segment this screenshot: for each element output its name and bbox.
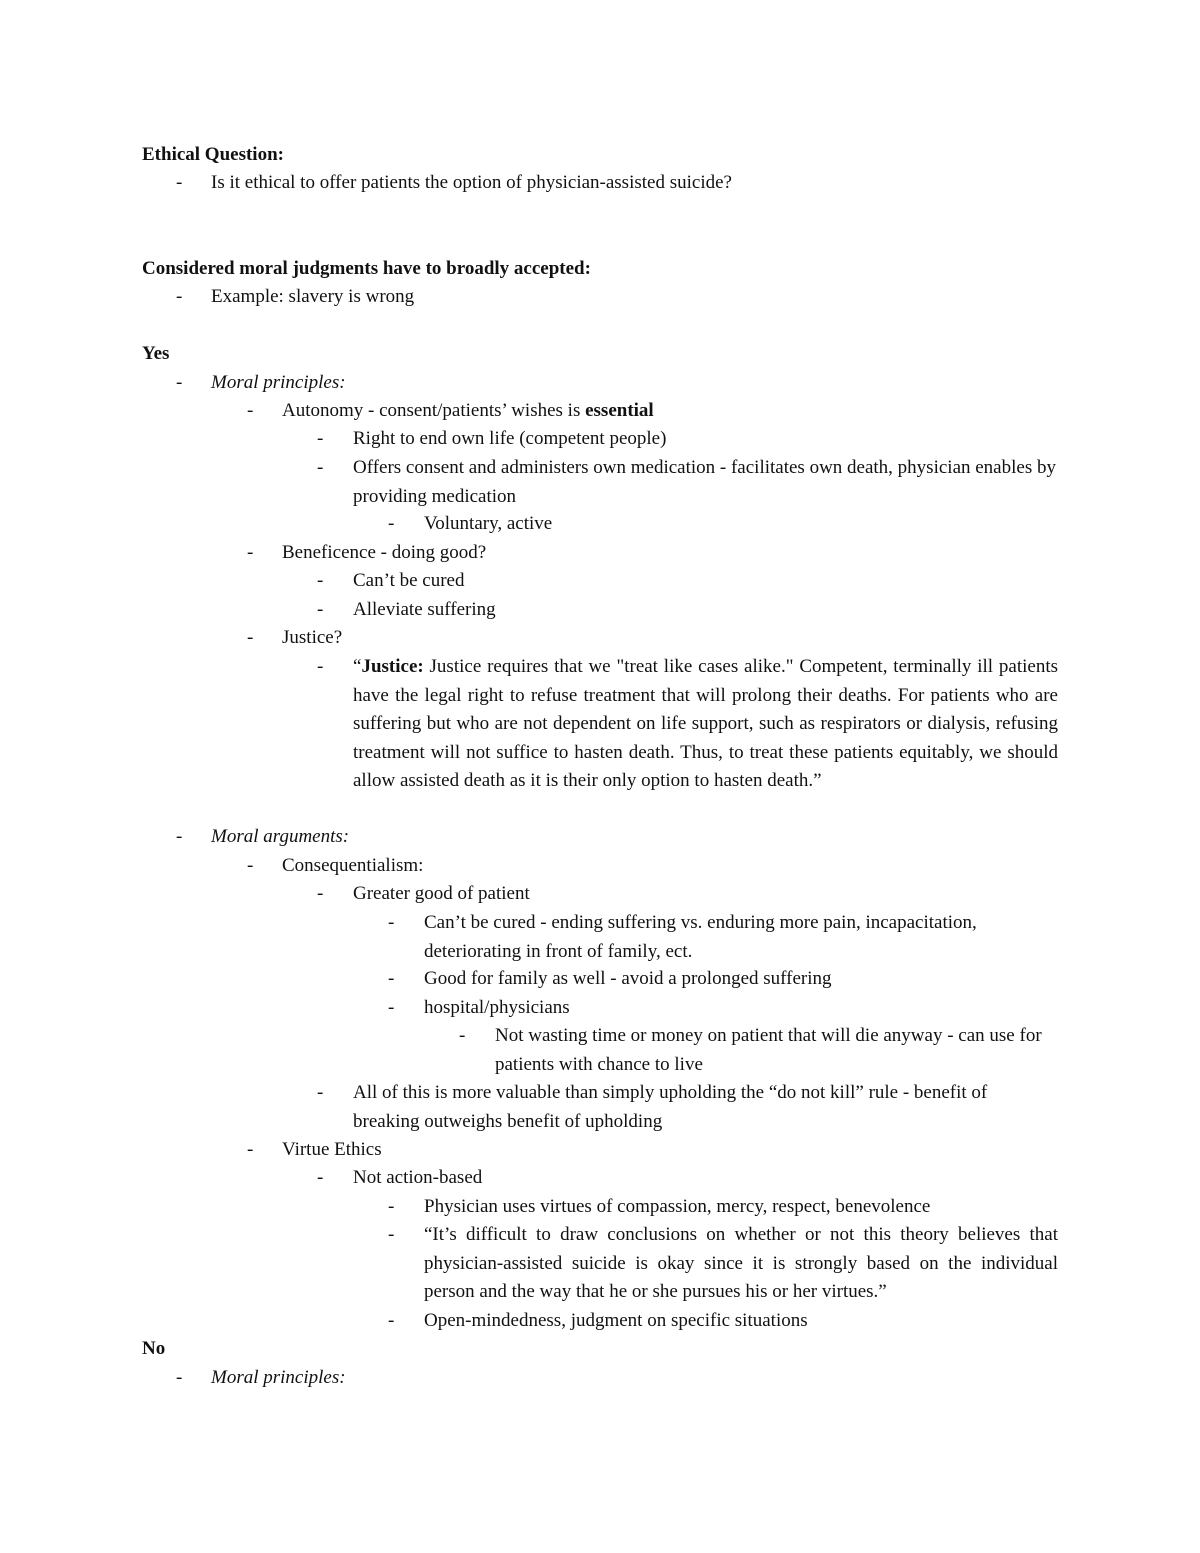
item-text (282, 397, 654, 426)
bullet-dash: - (247, 1139, 254, 1160)
item-text: Voluntary, active (424, 513, 553, 534)
bullet-dash: - (317, 1167, 324, 1188)
item-text: Can’t be cured - ending suffering vs. enduring more pain, incapacitation, deteriorating in front of family, ect. (424, 912, 977, 962)
bullet-dash: - (176, 172, 183, 193)
item-text: Can’t be cured (353, 570, 465, 591)
item-text: Physician uses virtues of compassion, mercy, respect, benevolence (424, 1196, 931, 1217)
item-text: “It’s difficult to draw conclusions on whether or not this theory believes that physician-assisted suicide is okay since it is strongly based on the individual person and the way that he or she pursues his or her virtues.” (424, 1224, 1058, 1302)
bullet-dash: - (459, 1025, 466, 1046)
bullet-dash: - (388, 1224, 395, 1245)
heading-no: No (142, 1338, 166, 1359)
item-text: Virtue Ethics (282, 1139, 382, 1160)
quote-open-mark: “ (353, 656, 362, 677)
item-text: Good for family as well - avoid a prolonged suffering (424, 968, 832, 989)
justice-label: Justice: (361, 656, 424, 677)
bullet-dash: - (176, 1367, 183, 1388)
bullet-dash: - (247, 855, 254, 876)
item-text: Moral principles: (211, 1367, 346, 1388)
item-text: Greater good of patient (353, 883, 530, 904)
heading-ethical-question: Ethical Question: (142, 144, 284, 165)
heading-considered-judgments: Considered moral judgments have to broadly accepted: (142, 258, 591, 279)
item-text: Moral principles: (211, 372, 346, 393)
autonomy-bold-text: essential (585, 400, 654, 421)
item-text: hospital/physicians (424, 997, 570, 1018)
item-text: Beneficence - doing good? (282, 542, 487, 563)
item-text: Example: slavery is wrong (211, 286, 415, 307)
item-text: Not wasting time or money on patient that will die anyway - can use for patients with chance to live (495, 1025, 1042, 1075)
bullet-dash: - (388, 1310, 395, 1331)
bullet-dash: - (247, 542, 254, 563)
bullet-dash: - (247, 400, 254, 421)
bullet-dash: - (317, 428, 324, 449)
bullet-dash: - (388, 968, 395, 989)
bullet-dash: - (176, 372, 183, 393)
autonomy-text: Autonomy - consent/patients’ wishes is (282, 400, 586, 421)
item-text: Consequentialism: (282, 855, 424, 876)
bullet-dash: - (388, 1196, 395, 1217)
bullet-dash: - (317, 457, 324, 478)
bullet-dash: - (176, 286, 183, 307)
item-text: Justice? (282, 627, 343, 648)
bullet-dash: - (317, 570, 324, 591)
item-text: Offers consent and administers own medication - facilitates own death, physician enables by providing medication (353, 457, 1056, 507)
item-text: Not action-based (353, 1167, 483, 1188)
bullet-dash: - (317, 599, 324, 620)
bullet-dash: - (388, 997, 395, 1018)
heading-yes: Yes (142, 343, 170, 364)
bullet-dash: - (176, 826, 183, 847)
bullet-dash: - (388, 912, 395, 933)
bullet-dash: - (317, 1082, 324, 1103)
item-text: Alleviate suffering (353, 599, 496, 620)
item-text: Moral arguments: (211, 826, 350, 847)
item-text: Right to end own life (competent people) (353, 428, 667, 449)
item-text: Open-mindedness, judgment on specific situations (424, 1310, 808, 1331)
item-text: All of this is more valuable than simply upholding the “do not kill” rule - benefit of breaking outweighs benefit of upholding (353, 1082, 988, 1132)
item-text: Is it ethical to offer patients the option of physician-assisted suicide? (211, 172, 732, 193)
bullet-dash: - (247, 627, 254, 648)
bullet-dash: - (317, 883, 324, 904)
bullet-dash: - (388, 513, 395, 534)
bullet-dash: - (317, 656, 324, 677)
justice-quote (353, 653, 1058, 796)
justice-quote-text: Justice requires that we "treat like cases alike." Competent, terminally ill patients have the legal right to refuse treatment that will prolong their deaths. For patients who are suffering but who are not dependent on life support, such as respirators or dialysis, refusing treatment will not suffice to hasten death. Thus, to treat these patients equitably, we should allow assisted death as it is their only option to hasten death.” (353, 656, 1058, 791)
